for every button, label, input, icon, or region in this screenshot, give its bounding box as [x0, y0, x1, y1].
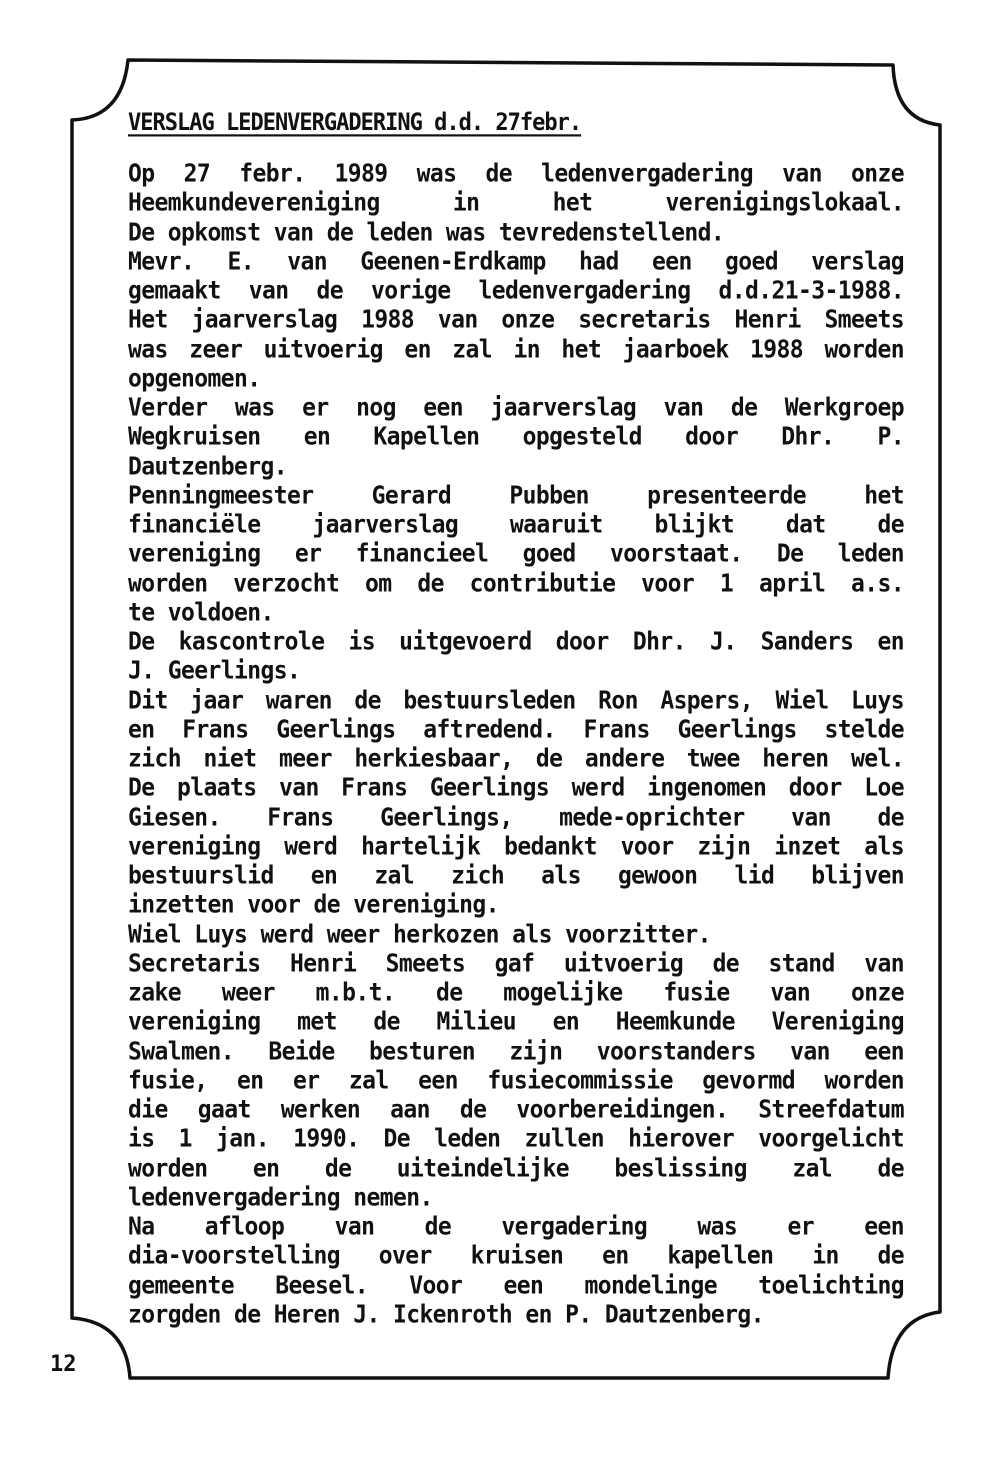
text-line: is 1 jan. 1990. De leden zullen hierover voorgelicht — [128, 1124, 904, 1154]
text-line: financiële jaarverslag waaruit blijkt dat de — [128, 510, 904, 540]
text-line: Na afloop van de vergadering was er een — [128, 1212, 904, 1242]
text-line: Het jaarverslag 1988 van onze secretaris Henri Smeets — [128, 305, 904, 335]
text-line: worden verzocht om de contributie voor 1 april a.s. — [128, 569, 904, 598]
text-line: Mevr. E. van Geenen-Erdkamp had een goed verslag — [128, 247, 904, 276]
text-line: gemeente Beesel. Voor een mondelinge toelichting — [128, 1271, 904, 1300]
text-line: gemaakt van de vorige ledenvergadering d.d.21-3-1988. — [128, 276, 904, 306]
text-line: Penningmeester Gerard Pubben presenteerde het — [128, 481, 904, 510]
text-line: J. Geerlings. — [128, 656, 301, 686]
text-line: dia-voorstelling over kruisen en kapellen in de — [128, 1241, 904, 1271]
text-line: was zeer uitvoerig en zal in het jaarboek 1988 worden — [128, 335, 904, 364]
text-line: en Frans Geerlings aftredend. Frans Geerlings stelde — [128, 715, 904, 744]
text-line: De plaats van Frans Geerlings werd ingenomen door Loe — [128, 773, 904, 803]
document-body — [128, 108, 904, 1330]
text-line: Heemkundevereniging in het verenigingslokaal. — [128, 188, 904, 218]
text-line: Giesen. Frans Geerlings, mede-oprichter van de — [128, 803, 904, 832]
page-number: 12 — [50, 1352, 77, 1377]
text-line: Wiel Luys werd weer herkozen als voorzitter. — [128, 920, 711, 949]
text-line: Swalmen. Beide besturen zijn voorstanders van een — [128, 1037, 904, 1066]
text-line: Verder was er nog een jaarverslag van de Werkgroep — [128, 393, 904, 423]
text-line: vereniging met de Milieu en Heemkunde Vereniging — [128, 1007, 904, 1037]
text-line: die gaat werken aan de voorbereidingen. Streefdatum — [128, 1095, 904, 1125]
text-line: De opkomst van de leden was tevredenstellend. — [128, 218, 725, 247]
text-line: Dautzenberg. — [128, 452, 287, 481]
text-line: De kascontrole is uitgevoerd door Dhr. J. Sanders en — [128, 627, 904, 657]
text-line: Wegkruisen en Kapellen opgesteld door Dhr. P. — [128, 422, 904, 452]
paragraph-lines — [128, 160, 904, 1330]
text-line: vereniging werd hartelijk bedankt voor zijn inzet als — [128, 832, 904, 861]
text-line: Secretaris Henri Smeets gaf uitvoerig de stand van — [128, 949, 904, 978]
text-line: bestuurslid en zal zich als gewoon lid blijven — [128, 861, 904, 891]
text-line: opgenomen. — [128, 364, 261, 393]
text-line: zake weer m.b.t. de mogelijke fusie van onze — [128, 978, 904, 1008]
text-line: worden en de uiteindelijke beslissing zal de — [128, 1154, 904, 1183]
text-line: inzetten voor de vereniging. — [128, 890, 499, 920]
document-title: VERSLAG LEDENVERGADERING d.d. 27febr. — [128, 109, 582, 137]
text-line: Dit jaar waren de bestuursleden Ron Aspers, Wiel Luys — [128, 686, 904, 715]
text-line: ledenvergadering nemen. — [128, 1183, 433, 1212]
text-line: te voldoen. — [128, 598, 274, 627]
text-line: fusie, en er zal een fusiecommissie gevormd worden — [128, 1066, 904, 1095]
text-line: vereniging er financieel goed voorstaat. De leden — [128, 539, 904, 569]
text-line: zorgden de Heren J. Ickenroth en P. Dautzenberg. — [128, 1300, 764, 1329]
text-line: zich niet meer herkiesbaar, de andere twee heren wel. — [128, 744, 904, 774]
text-line: Op 27 febr. 1989 was de ledenvergadering van onze — [128, 159, 904, 189]
